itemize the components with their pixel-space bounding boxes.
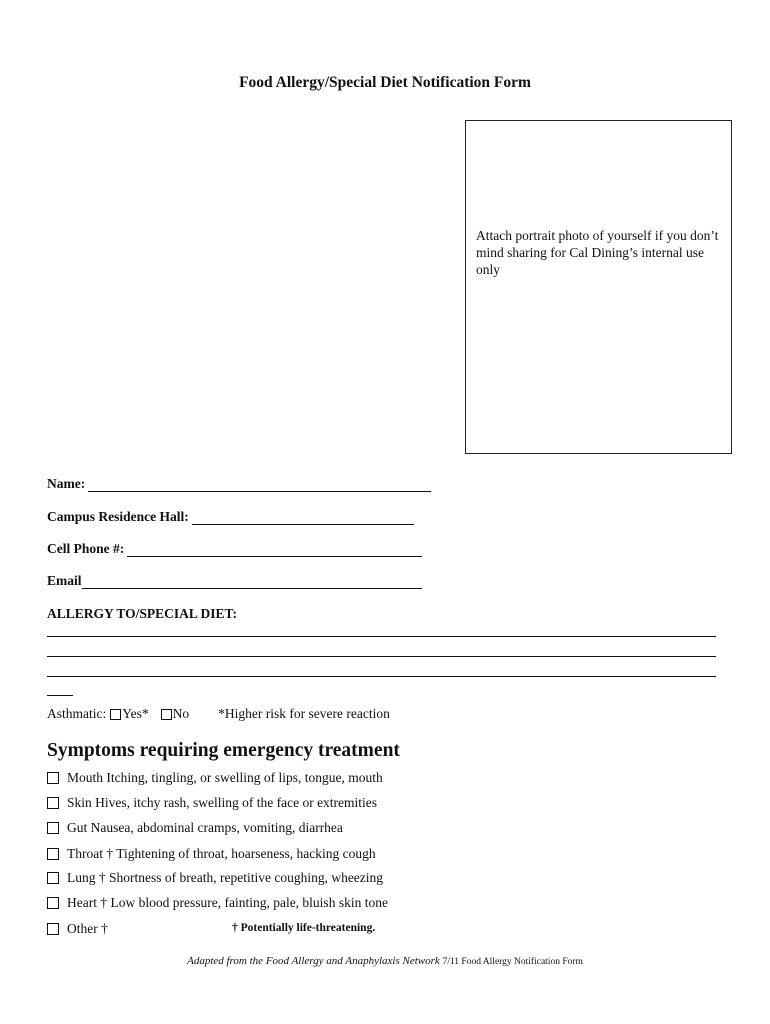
- symptom-text: Gut Nausea, abdominal cramps, vomiting, diarrhea: [67, 820, 343, 835]
- symptoms-heading: Symptoms requiring emergency treatment: [47, 740, 400, 761]
- residence-hall-line[interactable]: [192, 510, 414, 525]
- symptom-item: [47, 894, 388, 912]
- asthma-row: [47, 706, 390, 722]
- symptom-checkbox[interactable]: [47, 772, 59, 784]
- symptom-text: Lung † Shortness of breath, repetitive coughing, wheezing: [67, 870, 384, 885]
- cell-phone-line[interactable]: [127, 542, 422, 557]
- name-field[interactable]: [47, 474, 431, 492]
- footer: [0, 955, 770, 967]
- symptom-checkbox[interactable]: [47, 872, 59, 884]
- allergy-line-4[interactable]: [47, 695, 73, 696]
- symptom-item: [47, 769, 383, 787]
- symptom-item: [47, 869, 383, 887]
- asthma-yes-checkbox[interactable]: [110, 709, 121, 720]
- cell-phone-label: Cell Phone #:: [47, 541, 125, 556]
- asthma-no-label: No: [172, 706, 190, 721]
- symptom-checkbox[interactable]: [47, 797, 59, 809]
- threat-note: † Potentially life-threatening.: [232, 922, 376, 934]
- email-label: Email: [47, 573, 82, 588]
- name-line[interactable]: [88, 477, 431, 492]
- photo-attachment-box[interactable]: [465, 120, 732, 454]
- symptom-text: Mouth Itching, tingling, or swelling of lips, tongue, mouth: [67, 770, 383, 785]
- footer-form-id: 7/11 Food Allergy Notification Form: [442, 957, 583, 967]
- name-label: Name:: [47, 476, 86, 491]
- symptom-text: Skin Hives, itchy rash, swelling of the face or extremities: [67, 795, 378, 810]
- symptom-item: [47, 794, 377, 812]
- residence-hall-field[interactable]: [47, 507, 414, 525]
- asthma-note: *Higher risk for severe reaction: [218, 706, 390, 721]
- symptom-checkbox[interactable]: [47, 923, 59, 935]
- symptom-text: Other †: [67, 921, 108, 936]
- symptom-item: [47, 920, 447, 938]
- photo-note: Attach portrait photo of yourself if you don’t mind sharing for Cal Dining’s internal use only: [476, 228, 719, 277]
- asthma-label: Asthmatic:: [47, 706, 107, 721]
- symptom-checkbox[interactable]: [47, 822, 59, 834]
- allergy-line-1[interactable]: [47, 636, 716, 637]
- footer-attribution: Adapted from the Food Allergy and Anaphylaxis Network: [187, 955, 440, 967]
- allergy-line-2[interactable]: [47, 656, 716, 657]
- symptom-text: Throat † Tightening of throat, hoarseness, hacking cough: [67, 846, 376, 861]
- form-title: Food Allergy/Special Diet Notification Form: [239, 74, 531, 91]
- symptom-item: [47, 845, 376, 863]
- cell-phone-field[interactable]: [47, 539, 422, 557]
- symptom-text: Heart † Low blood pressure, fainting, pale, bluish skin tone: [67, 895, 388, 910]
- residence-hall-label: Campus Residence Hall:: [47, 509, 189, 524]
- allergy-line-3[interactable]: [47, 676, 716, 677]
- asthma-no-checkbox[interactable]: [161, 709, 172, 720]
- asthma-yes-label: Yes*: [122, 706, 149, 721]
- symptom-checkbox[interactable]: [47, 897, 59, 909]
- email-field[interactable]: [47, 571, 422, 589]
- allergy-label: [47, 604, 237, 622]
- email-line[interactable]: [82, 574, 422, 589]
- symptom-checkbox[interactable]: [47, 848, 59, 860]
- symptom-item: [47, 819, 343, 837]
- allergy-label-text: ALLERGY TO/SPECIAL DIET:: [47, 606, 238, 621]
